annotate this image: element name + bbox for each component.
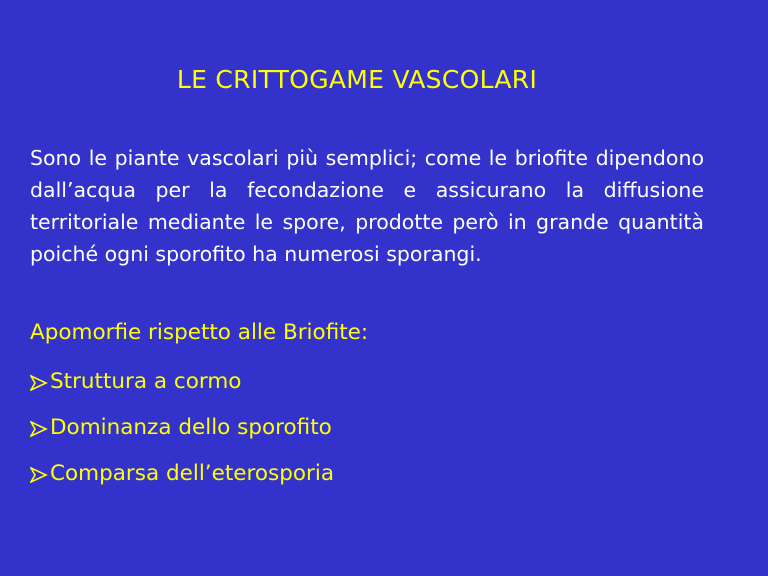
list-item (30, 412, 334, 458)
apomorfie-list (30, 366, 334, 504)
list-item (30, 366, 334, 412)
arrowhead-bullet-icon (30, 412, 50, 444)
list-item-label: Struttura a cormo (50, 369, 242, 394)
list-item-label: Comparsa dell’eterosporia (50, 461, 335, 486)
list-item (30, 458, 334, 504)
intro-paragraph: Sono le piante vascolari più semplici; come le briofite dipendono dall’acqua per la fecondazione e assicurano la diffusione territoriale mediante le spore, prodotte però in grande quantità poiché ogni sporofito ha numerosi sporangi. (30, 146, 704, 266)
slide-title: LE CRITTOGAME VASCOLARI (176, 65, 538, 94)
list-item-label: Dominanza dello sporofito (50, 415, 332, 440)
apomorfie-heading: Apomorfie rispetto alle Briofite: (30, 320, 369, 345)
arrowhead-bullet-icon (30, 366, 50, 398)
arrowhead-bullet-icon (30, 458, 50, 490)
